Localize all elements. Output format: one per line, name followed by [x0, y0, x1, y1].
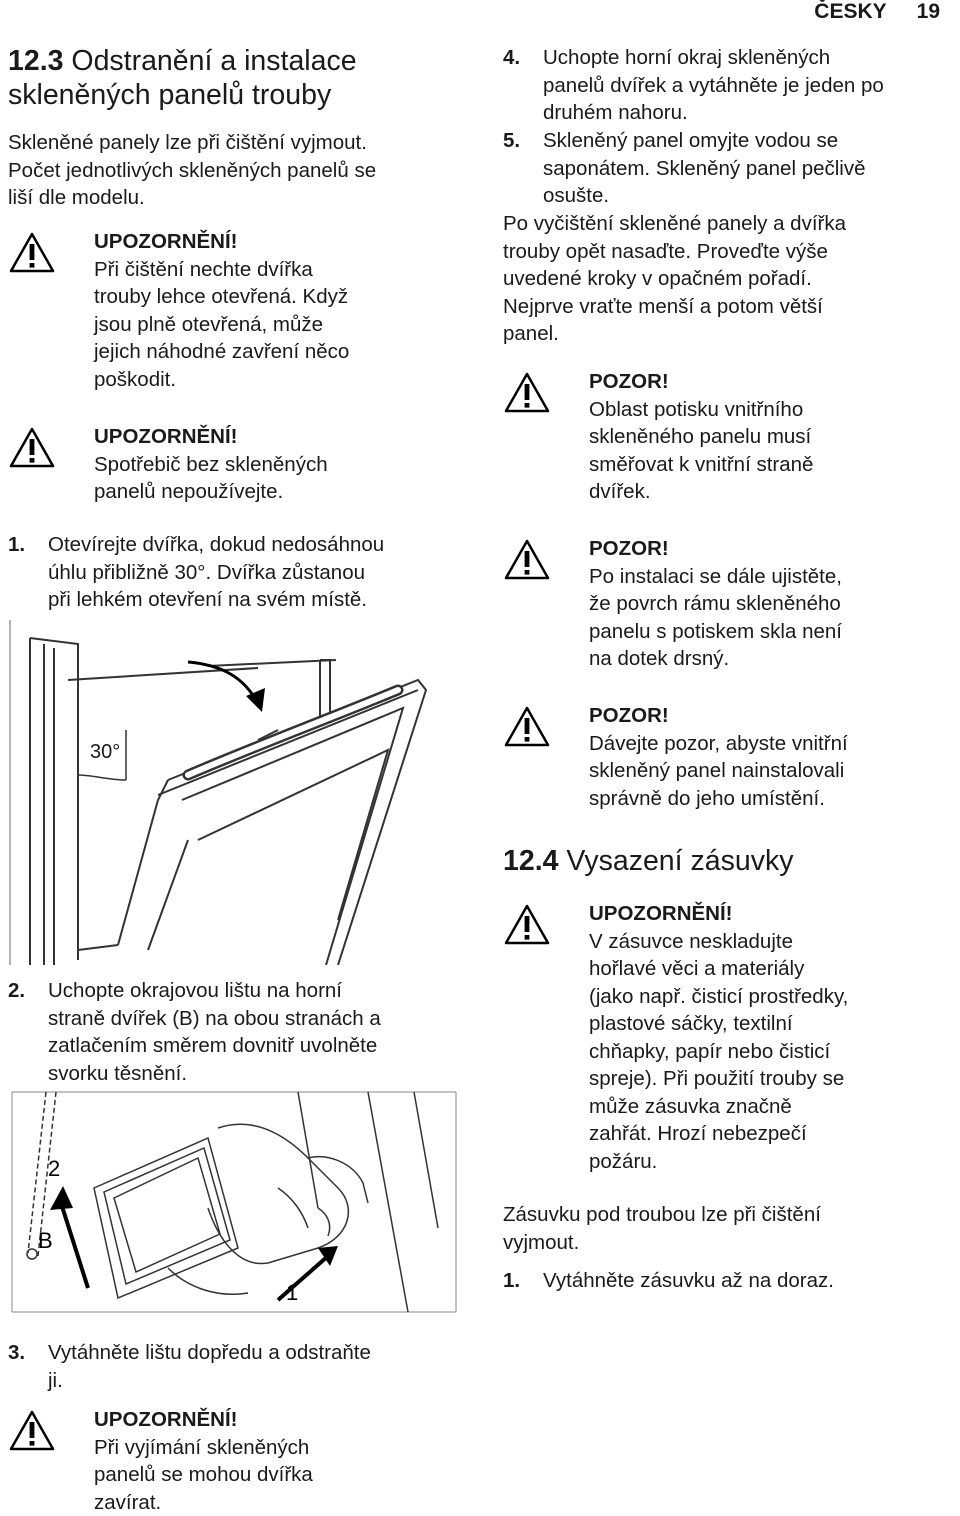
- warning-line: poškodit.: [94, 367, 177, 391]
- section-intro: [8, 129, 376, 212]
- section-number: 12.4: [503, 845, 559, 877]
- step-number: 3.: [8, 1341, 26, 1364]
- warning-line: (jako např. čisticí prostředky,: [589, 984, 849, 1008]
- warning-box: [8, 423, 458, 513]
- warning-text: [94, 228, 349, 393]
- step-line: druhém nahoru.: [543, 101, 688, 124]
- paragraph-line: vyjmout.: [503, 1230, 580, 1254]
- caution-box: [503, 702, 955, 814]
- warning-icon: [8, 1409, 56, 1452]
- warning-line: trouby lehce otevřená. Když: [94, 285, 349, 308]
- caution-line: panelu s potiskem skla není: [589, 619, 842, 643]
- reinstall-paragraph: [503, 210, 846, 348]
- step-text: [543, 44, 955, 127]
- page-header: [784, 0, 940, 30]
- drawer-intro: [503, 1201, 821, 1256]
- caution-line: správně do jeho umístění.: [589, 786, 825, 810]
- step-3: [8, 1339, 463, 1394]
- step-line: straně dvířek (B) na obou stranách a: [48, 1006, 381, 1030]
- caution-line: Oblast potisku vnitřního: [589, 397, 804, 421]
- warning-icon: [503, 903, 551, 946]
- paragraph-line: Zásuvku pod troubou lze při čištění: [503, 1203, 821, 1226]
- step-number: 1.: [8, 533, 26, 556]
- caution-line: směřovat k vnitřní straně: [589, 452, 814, 476]
- page-number: 19: [916, 0, 940, 23]
- caution-text: [589, 368, 813, 506]
- step-number: 2.: [8, 979, 26, 1002]
- warning-line: požáru.: [589, 1149, 658, 1173]
- caution-title: POZOR!: [589, 370, 669, 393]
- step-4: [503, 44, 955, 127]
- paragraph-line: Nejprve vraťte menší a potom větší: [503, 294, 823, 318]
- intro-line: liší dle modelu.: [8, 186, 145, 209]
- step-number: 5.: [503, 129, 521, 152]
- caution-text: [589, 535, 842, 673]
- warning-box: [503, 900, 955, 1180]
- step-line: Uchopte horní okraj skleněných: [543, 46, 831, 69]
- warning-title: UPOZORNĚNÍ!: [589, 902, 733, 925]
- section-title: Vysazení zásuvky: [566, 845, 794, 877]
- section-number: 12.3: [8, 45, 64, 77]
- intro-line: Skleněné panely lze při čištění vyjmout.: [8, 131, 367, 154]
- warning-title: UPOZORNĚNÍ!: [94, 425, 238, 448]
- step-line: Vytáhněte zásuvku až na doraz.: [543, 1269, 834, 1292]
- angle-label: 30°: [90, 741, 121, 763]
- warning-icon: [503, 538, 551, 581]
- caution-line: že povrch rámu skleněného: [589, 592, 841, 615]
- warning-line: může zásuvka značně: [589, 1094, 792, 1118]
- warning-title: UPOZORNĚNÍ!: [94, 1408, 238, 1431]
- warning-icon: [503, 705, 551, 748]
- caution-box: [503, 368, 955, 508]
- caution-text: [589, 702, 848, 812]
- drawer-step-1: [503, 1267, 955, 1295]
- section-12-3-heading: [8, 44, 357, 112]
- warning-line: panelů se mohou dvířka: [94, 1463, 313, 1486]
- warning-text: [94, 1406, 313, 1516]
- step-1: [8, 531, 463, 614]
- caution-title: POZOR!: [589, 537, 669, 560]
- warning-line: zahřát. Hrozí nebezpečí: [589, 1122, 807, 1145]
- warning-text: [94, 423, 328, 506]
- warning-line: jsou plně otevřená, může: [94, 312, 324, 336]
- step-line: Vytáhněte lištu dopředu a odstraňte: [48, 1341, 371, 1364]
- warning-line: chňapky, papír nebo čisticí: [589, 1039, 831, 1063]
- step-line: osušte.: [543, 184, 610, 207]
- warning-line: panelů nepoužívejte.: [94, 480, 284, 503]
- step-text: [543, 1267, 955, 1295]
- step-line: Otevírejte dvířka, dokud nedosáhnou: [48, 533, 385, 556]
- section-title: Odstranění a instalace: [71, 45, 357, 77]
- warning-line: zavírat.: [94, 1490, 162, 1514]
- warning-line: hořlavé věci a materiály: [589, 957, 805, 980]
- caution-line: skleněného panelu musí: [589, 425, 812, 448]
- caution-line: skleněný panel nainstalovali: [589, 759, 845, 782]
- language-label: ČESKY: [814, 0, 887, 23]
- step-line: při lehkém otevření na svém místě.: [48, 588, 368, 611]
- caution-line: Dávejte pozor, abyste vnitřní: [589, 731, 848, 755]
- warning-line: Spotřebič bez skleněných: [94, 452, 328, 476]
- caution-title: POZOR!: [589, 704, 669, 727]
- figure-label-2: 2: [48, 1156, 61, 1181]
- warning-box: [8, 228, 458, 398]
- paragraph-line: panel.: [503, 322, 559, 345]
- section-12-4-heading: [503, 844, 793, 878]
- paragraph-line: trouby opět nasaďte. Proveďte výše: [503, 239, 828, 263]
- warning-text: [589, 900, 848, 1175]
- step-line: Skleněný panel omyjte vodou se: [543, 129, 839, 152]
- warning-line: Při vyjímání skleněných: [94, 1435, 310, 1459]
- step-line: úhlu přibližně 30°. Dvířka zůstanou: [48, 560, 366, 584]
- warning-line: jejich náhodné zavření něco: [94, 340, 350, 363]
- warning-line: V zásuvce neskladujte: [589, 929, 793, 953]
- warning-line: plastové sáčky, textilní: [589, 1012, 793, 1035]
- warning-title: UPOZORNĚNÍ!: [94, 230, 238, 253]
- step-2: [8, 977, 463, 1087]
- step-line: Uchopte okrajovou lištu na horní: [48, 979, 343, 1002]
- paragraph-line: Po vyčištění skleněné panely a dvířka: [503, 212, 846, 235]
- caution-box: [503, 535, 955, 675]
- door-30deg-illustration: [8, 620, 460, 965]
- step-text: [48, 977, 463, 1087]
- release-clip-illustration: [8, 1088, 460, 1316]
- step-text: [543, 127, 955, 210]
- step-line: svorku těsnění.: [48, 1061, 188, 1085]
- step-text: [48, 531, 463, 614]
- warning-icon: [8, 426, 56, 469]
- step-text: [48, 1339, 463, 1394]
- step-line: ji.: [48, 1368, 63, 1392]
- caution-line: Po instalaci se dále ujistěte,: [589, 564, 842, 588]
- caution-line: dvířek.: [589, 480, 651, 503]
- step-line: panelů dvířek a vytáhněte je jeden po: [543, 73, 884, 97]
- step-line: saponátem. Skleněný panel pečlivě: [543, 156, 866, 180]
- section-title-cont: skleněných panelů trouby: [8, 79, 332, 111]
- warning-line: Při čištění nechte dvířka: [94, 257, 313, 281]
- figure-label-b: B: [38, 1228, 53, 1253]
- warning-icon: [8, 231, 56, 274]
- paragraph-line: uvedené kroky v opačném pořadí.: [503, 267, 812, 290]
- step-number: 1.: [503, 1269, 521, 1292]
- warning-line: spreje). Při použití trouby se: [589, 1067, 845, 1090]
- figure-label-1: 1: [286, 1280, 299, 1305]
- intro-line: Počet jednotlivých skleněných panelů se: [8, 158, 377, 182]
- step-line: zatlačením směrem dovnitř uvolněte: [48, 1034, 378, 1057]
- step-5: [503, 127, 955, 210]
- warning-icon: [503, 371, 551, 414]
- caution-line: na dotek drsný.: [589, 647, 730, 670]
- warning-box: [8, 1406, 458, 1516]
- step-number: 4.: [503, 46, 521, 69]
